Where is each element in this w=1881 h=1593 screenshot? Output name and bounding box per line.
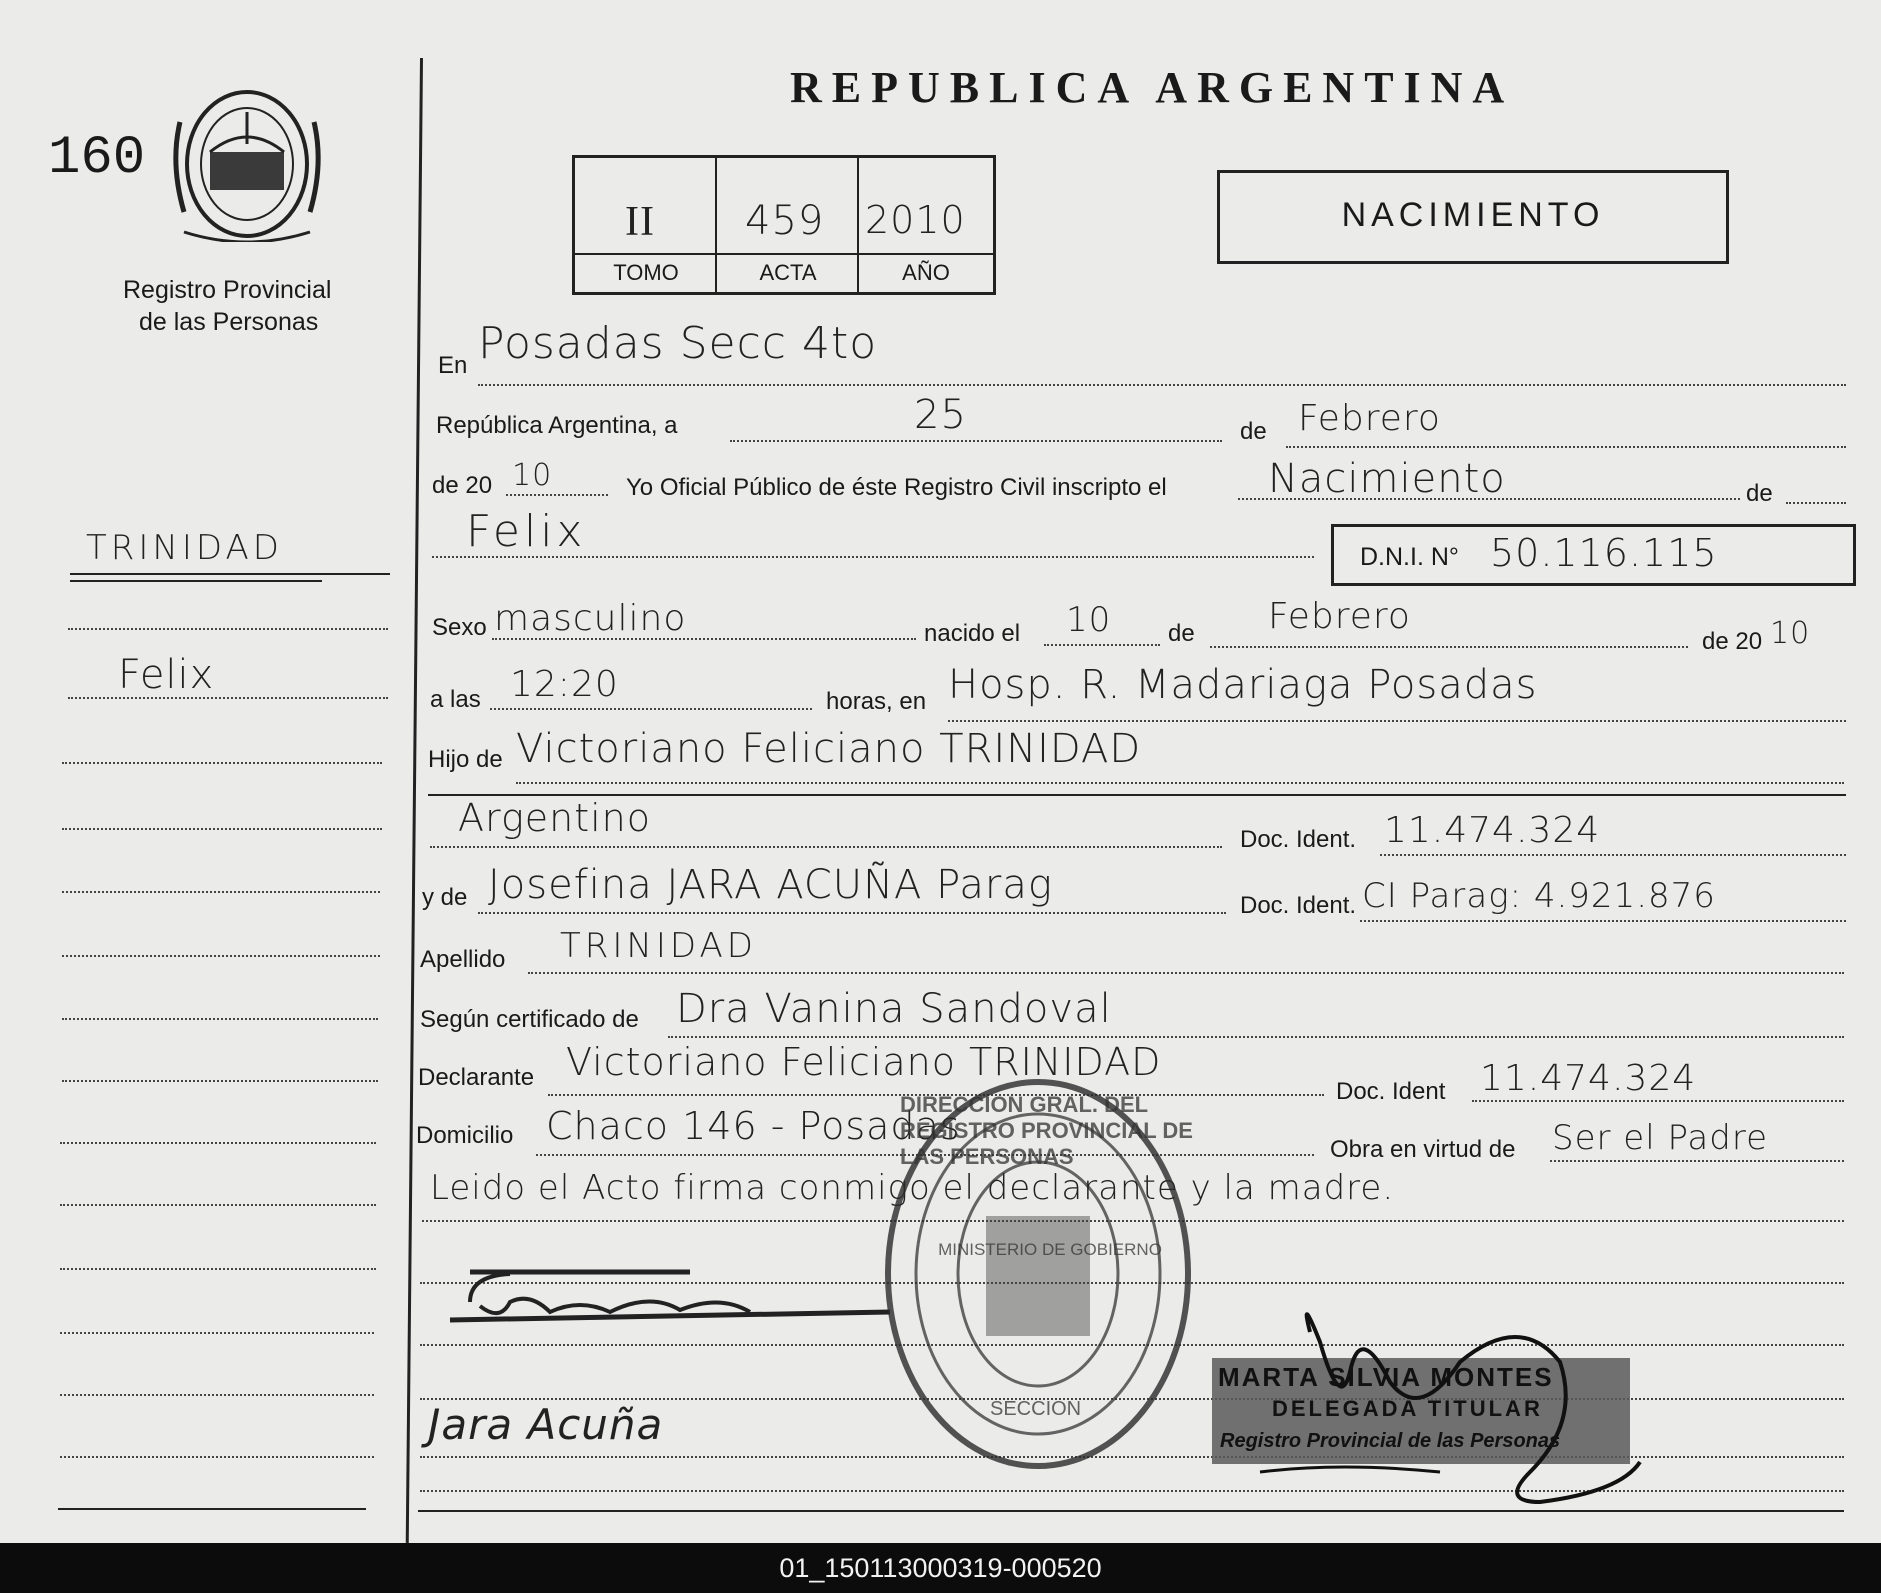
official-office: Registro Provincial de las Personas	[1220, 1430, 1561, 1452]
label-domicilio: Domicilio	[416, 1122, 514, 1149]
margin-surname: TRINIDAD	[86, 528, 283, 568]
value-declarante: Victoriano Feliciano TRINIDAD	[566, 1040, 1162, 1084]
margin-given-name: Felix	[118, 652, 215, 698]
value-domicilio: Chaco 146 - Posadas	[546, 1104, 961, 1148]
line-nacido-dia	[1044, 644, 1160, 646]
line-hora	[490, 708, 812, 710]
line-madre-doc	[1360, 920, 1846, 922]
value-nombre: Felix	[466, 506, 587, 557]
margin-line	[62, 1018, 378, 1020]
line-nombre	[432, 556, 1314, 558]
margin-line	[60, 1204, 376, 1206]
label-obra: Obra en virtud de	[1330, 1136, 1516, 1163]
label-segun: Según certificado de	[420, 1006, 639, 1033]
margin-line	[62, 891, 380, 893]
margin-line	[68, 697, 388, 699]
official-signature	[1200, 1272, 1700, 1512]
line-dia	[730, 440, 1222, 442]
line-lugar-nac	[948, 720, 1846, 722]
label-horas: horas, en	[826, 688, 927, 715]
line-padre-doc	[1380, 854, 1846, 856]
line-madre	[478, 912, 1226, 914]
tomo-value: II	[625, 199, 655, 245]
line-certificado	[668, 1036, 1844, 1038]
line-mes	[1286, 446, 1846, 448]
country-title: REPUBLICA ARGENTINA	[790, 63, 1515, 112]
label-republica: República Argentina, a	[436, 412, 678, 439]
value-dia: 25	[914, 392, 967, 438]
stamp-outer-text: DIRECCION GRAL. DEL REGISTRO PROVINCIAL DE LAS PERSONAS	[900, 1092, 1193, 1169]
value-observacion: Leido el Acto firma conmigo el declarante y la madre.	[430, 1168, 1395, 1208]
label-docident-3: Doc. Ident	[1336, 1078, 1446, 1105]
margin-line	[60, 1394, 374, 1396]
value-hora: 12:20	[510, 664, 619, 705]
line-anio	[506, 494, 608, 496]
line-apellido	[528, 972, 1844, 974]
record-type-box: NACIMIENTO	[1217, 170, 1729, 264]
margin-line	[68, 628, 388, 630]
label-alas: a las	[430, 686, 481, 713]
official-title: DELEGADA TITULAR	[1272, 1396, 1543, 1421]
dni-box	[1331, 524, 1856, 586]
registry-line-2: de las Personas	[139, 308, 319, 336]
label-docident-1: Doc. Ident.	[1240, 826, 1357, 853]
value-padre-nacionalidad: Argentino	[458, 796, 652, 840]
value-inscripto: Nacimiento	[1268, 456, 1506, 502]
label-de-1: de	[1240, 418, 1267, 445]
line-de-2	[1786, 502, 1846, 504]
value-padre: Victoriano Feliciano TRINIDAD	[516, 726, 1142, 772]
line-inscripto	[1238, 498, 1740, 500]
line-nacido-mes	[1210, 646, 1688, 648]
value-dni: 50.116.115	[1490, 531, 1718, 575]
anio-label: AÑO	[902, 260, 950, 285]
margin-surname-underline-2	[70, 580, 322, 582]
margin-line	[60, 1268, 376, 1270]
column-divider	[406, 58, 423, 1543]
record-table	[572, 155, 996, 295]
page-number: 160	[48, 128, 146, 189]
value-nacido-mes: Febrero	[1268, 596, 1411, 637]
label-de2000: de 20	[1702, 628, 1763, 655]
label-yde: y de	[422, 884, 468, 911]
value-anio: 10	[512, 458, 553, 493]
margin-line	[60, 1456, 374, 1458]
margin-line	[60, 1142, 376, 1144]
label-apellido: Apellido	[420, 946, 506, 973]
value-apellido: TRINIDAD	[560, 926, 757, 966]
line-declarante-doc	[1472, 1100, 1844, 1102]
label-hijo: Hijo de	[428, 746, 503, 773]
value-madre-doc: CI Parag: 4.921.876	[1362, 876, 1716, 916]
record-table-divider	[575, 253, 993, 255]
label-declarante: Declarante	[418, 1064, 535, 1091]
label-de-3: de	[1168, 620, 1195, 647]
official-name: MARTA SILVIA MONTES	[1218, 1362, 1554, 1392]
line-padre	[516, 782, 1844, 784]
margin-line	[62, 762, 382, 764]
stamp-inner-text: MINISTERIO DE GOBIERNO	[938, 1240, 1162, 1259]
tomo-label: TOMO	[613, 260, 679, 285]
value-padre-doc: 11.474.324	[1384, 810, 1601, 851]
value-nacido-dia: 10	[1066, 600, 1112, 640]
declarant-signature	[430, 1262, 890, 1342]
acta-value: 459	[745, 198, 825, 244]
provincial-seal	[166, 82, 328, 242]
line-en	[478, 384, 1846, 386]
margin-line	[62, 828, 382, 830]
margin-line	[62, 1080, 378, 1082]
line-nacionalidad	[430, 846, 1222, 848]
value-sexo: masculino	[494, 598, 687, 639]
value-declarante-doc: 11.474.324	[1480, 1058, 1697, 1099]
line-obra	[1550, 1160, 1844, 1162]
label-de-2: de	[1746, 480, 1773, 507]
anio-value: 2010	[865, 198, 966, 242]
value-lugar: Posadas Secc 4to	[478, 318, 878, 369]
value-obra: Ser el Padre	[1552, 1118, 1768, 1158]
label-nacido: nacido el	[924, 620, 1021, 647]
value-certificado: Dra Vanina Sandoval	[676, 986, 1112, 1032]
value-madre: Josefina JARA ACUÑA Parag	[488, 862, 1053, 908]
stamp-bottom-text: SECCION	[990, 1398, 1082, 1420]
value-nacido-anio: 10	[1770, 616, 1811, 651]
label-sexo: Sexo	[432, 614, 487, 641]
label-docident-2: Doc. Ident.	[1240, 892, 1357, 919]
label-de20: de 20	[432, 472, 493, 499]
margin-line	[60, 1332, 374, 1334]
mother-signature: Jara Acuña	[428, 1400, 664, 1449]
acta-label: ACTA	[759, 260, 817, 285]
label-en: En	[438, 352, 468, 379]
margin-surname-underline	[70, 573, 390, 575]
line-sexo	[492, 638, 916, 640]
margin-bottom-line	[58, 1508, 366, 1510]
footer-id: 01_150113000319-000520	[0, 1543, 1881, 1593]
label-dni: D.N.I. N°	[1360, 543, 1459, 571]
value-mes: Febrero	[1298, 398, 1441, 439]
label-oficial: Yo Oficial Público de éste Registro Civil inscripto el	[626, 474, 1167, 501]
margin-line	[62, 955, 380, 957]
registry-line-1: Registro Provincial	[123, 276, 332, 304]
value-lugar-nac: Hosp. R. Madariaga Posadas	[948, 662, 1538, 708]
